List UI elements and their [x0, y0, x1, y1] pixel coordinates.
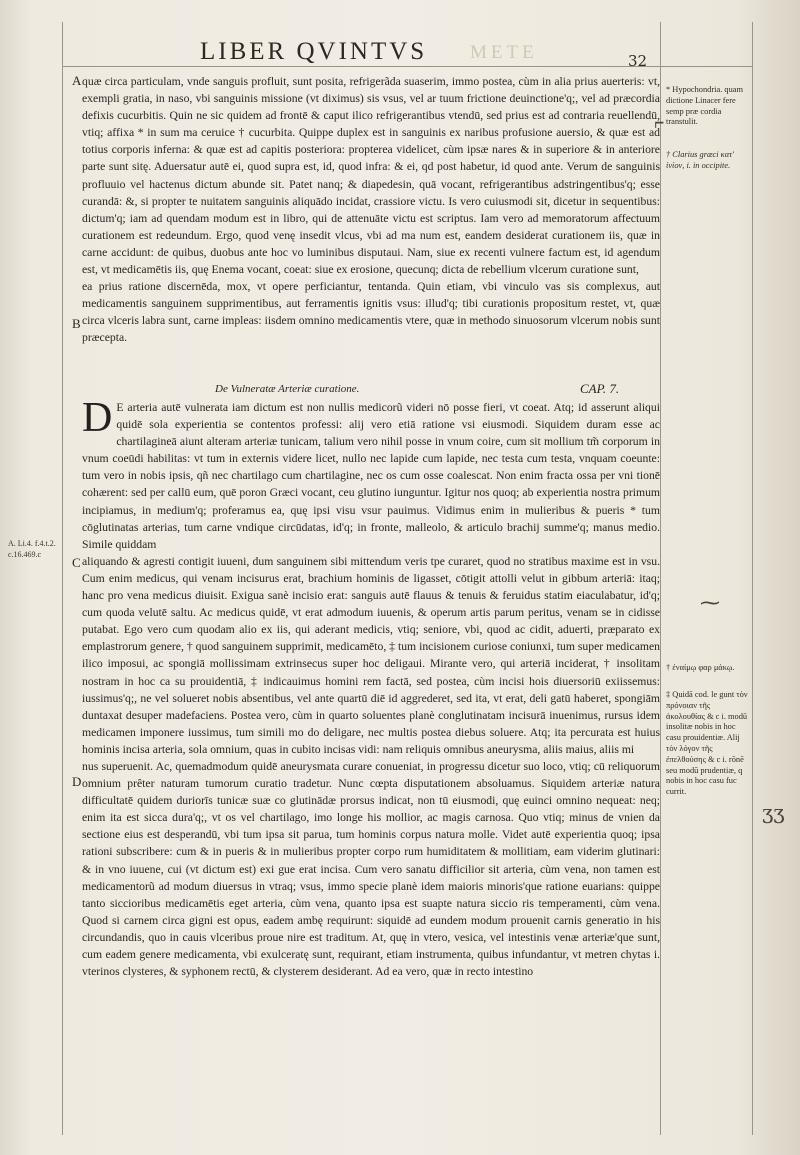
section-letter-a: A	[72, 73, 82, 88]
paragraph-1: quæ circa particulam, vnde sanguis profluit, sunt posita, refrigerãda suaserim, immo postea, cùm in alia prius auerteris: vt, exempli gratia, in naso, vbi sanguinis missione (vt diximus) sis vsus, vel ar tuum frictione deuinctione'q;, vel ad præcordia defixis cucurbitis. Quin ne sic quidem ad frontē & caput ilico refrigerantibus vtendū, sed prius est ad contraria reuellendū, vtiq; affixa * in sum ma ceruice † cucurbita. Quippe duplex est in sanguinis ex naribus profusione auersio, & quæ est ad totius corporis inferna: & quæ est ad capitis posteriora: propterea videlicet, cùm ipsæ nares & in superiore & in anteriore parte sunt sitę. Aduersatur autē ei, quod supra est, id, quod infra: & ei, qd post habetur, id quod ante. Verum de sanguinis profluuio vel hactenus dictum abunde sit. Patet nanq; & diapedesin, quā vocant, refrigerantibus adstringentibus'q; esse curandā: &, si propter te nuitatem sanguinis aliquādo incidat, crassiore victu. Is vero cuiusmodi sit, dicetur in sequentibus: dictum'q; iam ad quendam modum est in libro, qui de attenuāte victu est scriptus. Iam vero ad memoratorum affectuum curationem est redeundum. Ergo, quod venę insedit vlcus, vbi ad ma num est, eandem desiderat curationem iis, quæ in carne accidunt: de quibus, duobus ante hoc vo luminibus disputaui. Nam, siue ex recenti vulnere factum est, id agendum est, vt medicamētis iis, quę Enema vocant, coeat: siue ex erosione, quecunq; dicta de rebellium vlcerum curatione sunt,	[82, 75, 660, 277]
section-letter-c: C	[72, 555, 81, 570]
margin-note-left: A. Li.4. f.4.t.2. c.16.469.c	[8, 539, 56, 559]
handwritten-mark: ⁓	[700, 590, 720, 614]
running-title: LIBER QVINTVS	[200, 38, 428, 65]
page-number: 32	[628, 52, 648, 70]
header-rule	[62, 66, 752, 67]
handwritten-mark: ʒʒ	[762, 800, 785, 824]
margin-note-quidam-codices: ‡ Quidā cod. le gunt τὸν πρόνοιαν τῆς ἀκολουθίας & c i. modū insolitæ nobis in hoc casu prouidentiæ. Alij τὸν λόγον τῆς ἐπελθούσης & c i. rõnē seu modū prudentiæ, q nobis in hoc casu fuc currit.	[666, 690, 748, 797]
section-letter-d: D	[72, 774, 82, 789]
chapter-text-column	[82, 395, 660, 980]
paragraph-3	[82, 395, 660, 553]
chapter-heading	[82, 381, 660, 399]
bleed-through-title: METE	[470, 42, 538, 63]
right-margin-rule	[752, 22, 753, 1135]
margin-bracket-mark: ⌐	[653, 112, 665, 137]
paragraph-5: nus superuenit. Ac, quemadmodum quidē aneurysmata curare conueniat, in progressu dicetur suo loco, vtiq; cū reliquorum omnium prêter naturam tumorum curatio tradetur. Nunc cœpta disputationem absoluamus. Siquidem arteriæ natura difficultatē quidem duriorīs tunicæ suæ co glutinādæ prorsus indicat, non tū eiusmodi, quę euinci omnino nequeat: neq; enim ita est sicca dura'q;, vt os vel chartilago, imo longe his mollior, ac magis carnosa. Quo vtiq; minus de vnien da sectione eius est desperandū, vbi tum ipsa sit parua, tum hominis corpus natura molle. Videt autē experientia quoq; ipsa rationi subscribere: cum & in pueris & in mulieribus propter corpo rum humiditatem & mollitiam, eam viderim glutinari: & in vno iuuene, cui (vt dictum est) exi gue erat incisa. Cum vero sanatu difficilior sit arteria, cùm vena, non tamen est medicamentorũ ad modum diuersus in vtraq; vsus, immo specie planè idem maioris minoris'que ratione euarians: quippe tanto siccioribus medicamētis eget arteria, cùm vena, quanto ipsa est suapte natura siccio ris temperamenti, cùm vena. Quod si carnem circa gigni est opus, eadem ambę requirunt: siquidē ad eundem modum prouenit carnis generatio in his circundandis, quo in cauis vlceribus proue nire est traditum. At, quę in vtero, vesica, vel intestinis venæ arteriæ'que sunt, cum eadem genere medicamenta, vbi exulceratę sunt, requirant, etiam instrumenta, quibus infundantur, vt metren chytas i. vterinos clysteres, & syphonem rectū, & clysterem desiderant. Ad ea vero, quæ in recto intestino	[82, 759, 660, 979]
margin-note-hypochondria: * Hypochondria. quam dictione Linacer fere semp præ cordia transtulit.	[666, 85, 743, 127]
margin-note-pharmako: † ἐναίμῳ φαρ μάκῳ.	[666, 663, 735, 672]
main-text-column	[82, 73, 660, 347]
paragraph-3-text: E arteria autē vulnerata iam dictum est non nullis medicorũ videri nō posse fieri, vt coeat. Atq; id asserunt aliqui quidē sola experientia se contentos professi: alij vero etiā ratione vsi eiusmodi. Siquidem duram esse ac chartilagineā aiunt alteram arteriæ tunicam, talium vero nihil posse in vnum coire, cum sit mollium tm̃ corporum in vnum coeūdi habilitas: vt tum in externis videre licet, nullo nec lapide cum lapide, nec testa cum testa, vnquam coeunte: tum vero in nobis ipsis, qñ nec chartilago cum chartilagine, nec os cum osse coalescat. Non enim fracta ossa per vni tionē cohærent: sed per callū eum, quē poron Græci vocant, ceu glutino iunguntur. Igitur nos quoq; ab experientia nostra primum incipiamus, in medium'q; proferamus ea, quę ipsi visu vsur pauimus. Vidimus enim in mulieribus & pueris * tum cōglutinatas arterias, tum carne vndique circūdatas, id'q; in fronte, malleolo, & articulo brachij summe'q; manus medio. Simile quiddam	[82, 401, 660, 551]
left-column-rule	[62, 22, 63, 1135]
drop-cap: D	[82, 395, 113, 441]
section-letter-b: B	[72, 316, 81, 331]
chapter-number: CAP. 7.	[580, 381, 620, 396]
paragraph-2: ea prius ratione discernēda, mox, vt opere perficiantur, tentanda. Quin etiam, vbi vinculo vas sis complexus, aut medicamentis sanguinem supprimentibus, aut ferramentis ignitis vsus: illud'q; tibi curationis propositum restet, vt, quæ circa vlceris labra sunt, carne impleas: iisdem omnino medicamentis vtere, quæ in methodo sinuosorum vlcerum nobis sunt præcepta.	[82, 280, 660, 345]
chapter-title: De Vulneratæ Arteriæ curatione.	[215, 383, 360, 395]
margin-note-occipite: † Clarius græci κατ' ἰνίον, i. in occipite.	[666, 150, 734, 170]
paragraph-4: aliquando & agresti contigit iuueni, dum sanguinem sibi mittendum veris tpe curaret, quod no stratibus maxime est in vsu. Cum enim medicus, qui venam incisurus erat, brachium hominis de ligasset, cōtigit attolli velut in gibbum arteriā: itaq; hanc pro vena medicus diuisit. Exigua sanè incisio erat: sanguis autē flauus & tenuis & feruidus statim eiaculabatur, id'q; cum quoda velutē saltu. Ac medicus quidē, vt erat admodum iuuenis, & operum artis parum peritus, venam se in cidisse putabat. Ego vero cum quodam alio ex iis, qui aderant medicis, vtiq; seniore, vbi, quod ac cidit, aduerti, præparato ex emplastrorum genere, † quod sanguinem supprimit, medicamēto, ‡ tum incisionem curiose coniunxi, tum super medicamen ilico imposui, ac spongiā mollissimam extrinsecus super hoc deligaui. Mirante vero, qui arteriā inciderat, † insolitam nostram in hoc ca su prouidentiā, ‡ indicauimus homini rem factā, sed postea, cùm incisi hois diuersoriū exiissemus: iussimus'q;, ne vel solueret nobis absentibus, vel ante quartū diē id aggrederet, sed ita, vt erat, deli gatū haberet, spongiām duntaxat desuper madefaciens. Postea vero, cùm in quarto soluentes planè conglutinatam incisurā inuenimus, rursus idem medicamen imponere iussimus, tum simili mo do deligare, nec multis postea diebus soluere. Atq; ita percurata est huius hominis incisa arteria, sola omnium, quas in cubito incisas vidi: nam reliquis omnibus aneurysma, aliis maius, aliis mi	[82, 554, 660, 756]
right-text-rule	[660, 22, 661, 1135]
